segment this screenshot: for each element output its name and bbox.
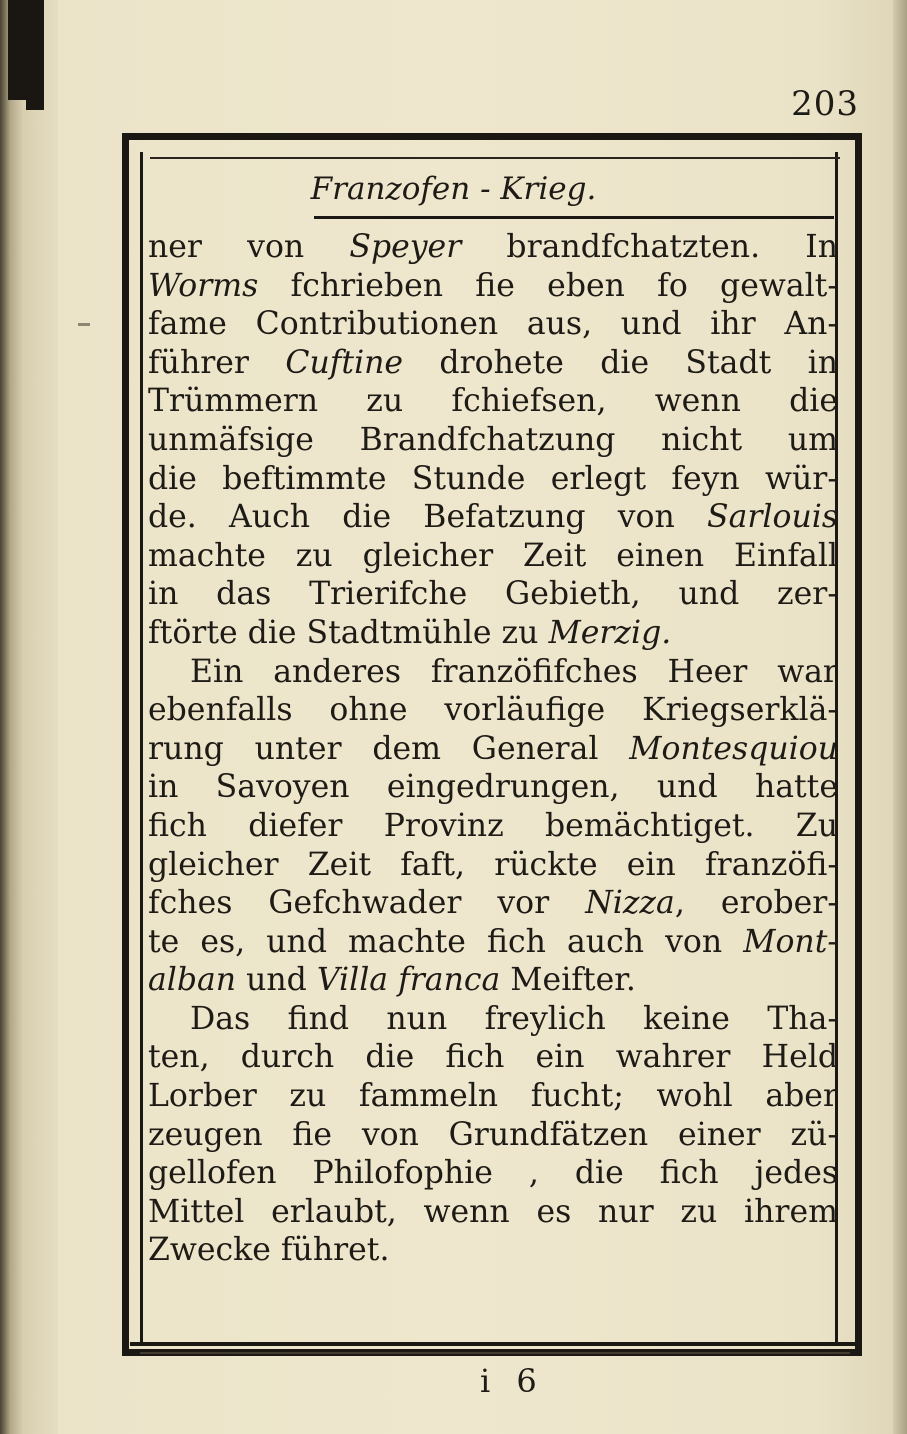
book-spine xyxy=(0,0,58,1434)
text-line xyxy=(148,846,838,885)
text-line xyxy=(148,1077,838,1116)
italic-name: Worms xyxy=(148,267,259,304)
italic-name: Speyer xyxy=(349,229,462,265)
text-segment: rung unter dem General xyxy=(148,730,630,767)
text-segment: führer xyxy=(148,344,286,381)
text-line xyxy=(148,1116,838,1155)
binding-mark-notch xyxy=(26,96,44,110)
header-rule xyxy=(314,216,834,219)
italic-name: Nizza xyxy=(585,885,675,922)
running-head: Franzofen - Krieg. xyxy=(310,171,597,207)
footer-rule-thin xyxy=(140,1352,850,1354)
italic-name: Sarlouis xyxy=(707,499,838,536)
text-line xyxy=(148,1231,838,1270)
text-line xyxy=(148,884,838,923)
text-segment: Mittel erlaubt, wenn es nur zu ihrem xyxy=(148,1193,838,1230)
text-segment: und xyxy=(236,962,317,999)
text-segment: te es, und machte fich auch von xyxy=(148,923,744,960)
text-segment: die beftimmte Stunde erlegt feyn wür- xyxy=(148,460,838,497)
header-top-rule xyxy=(150,157,840,159)
signature-mark: i 6 xyxy=(480,1362,545,1400)
margin-mark xyxy=(78,323,90,326)
text-segment: gellofen Philofophie , die fich jedes xyxy=(148,1155,838,1192)
text-segment: fchrieben fie eben fo gewalt- xyxy=(258,267,838,304)
text-segment: fame Contributionen aus, und ihr An- xyxy=(148,306,838,343)
text-segment: fches Gefchwader vor xyxy=(148,885,586,922)
text-line xyxy=(148,923,838,962)
text-line xyxy=(148,498,838,537)
text-line xyxy=(148,1038,838,1077)
italic-name: Cuftine xyxy=(285,344,404,381)
text-line xyxy=(148,228,838,267)
text-segment: zeugen fie von Grundfätzen einer zü- xyxy=(148,1116,838,1153)
text-line xyxy=(148,768,838,807)
text-line xyxy=(148,1000,838,1039)
body-text xyxy=(148,228,838,1270)
italic-name: Merzig. xyxy=(548,614,672,651)
text-segment: gleicher Zeit faft, rückte ein franzöfi- xyxy=(148,846,838,883)
text-segment: drohete die Stadt in xyxy=(403,344,838,381)
text-line xyxy=(148,305,838,344)
text-segment: Zwecke führet. xyxy=(148,1232,390,1269)
text-segment: de. Auch die Befatzung von xyxy=(148,499,708,536)
text-segment: ten, durch die fich ein wahrer Held xyxy=(148,1039,838,1076)
text-line xyxy=(148,961,838,1000)
page-number: 203 xyxy=(791,84,859,124)
text-segment: in das Trierifche Gebieth, und zer- xyxy=(148,576,838,613)
text-segment: Lorber zu fammeln fucht; wohl aber xyxy=(148,1078,838,1115)
text-segment: , erober- xyxy=(674,885,838,922)
text-line xyxy=(148,1193,838,1232)
text-line xyxy=(148,807,838,846)
text-segment: ner von xyxy=(148,229,350,265)
text-segment: unmäfsige Brandfchatzung nicht um xyxy=(148,421,838,458)
text-line xyxy=(148,267,838,306)
page-edge xyxy=(893,0,907,1434)
italic-name: alban xyxy=(148,962,237,999)
text-segment: Trümmern zu fchiefsen, wenn die xyxy=(148,383,838,420)
text-line xyxy=(148,344,838,383)
text-segment: fich diefer Provinz bemächtiget. Zu xyxy=(148,807,838,844)
text-line xyxy=(148,382,838,421)
italic-name: Montesquiou xyxy=(629,730,838,767)
text-segment: ebenfalls ohne vorläufige Kriegserklä- xyxy=(148,692,838,729)
text-segment: in Savoyen eingedrungen, und hatte xyxy=(148,769,838,806)
text-segment: brandfchatzten. In xyxy=(461,229,838,265)
binding-mark xyxy=(8,0,44,100)
text-line xyxy=(148,537,838,576)
text-segment: ftörte die Stadtmühle zu xyxy=(148,614,549,651)
text-segment: Das find nun freylich keine Tha- xyxy=(190,1000,838,1037)
text-line xyxy=(148,1154,838,1193)
text-segment: machte zu gleicher Zeit einen Einfall xyxy=(148,537,838,574)
italic-name: Villa franca xyxy=(316,962,501,999)
footer-rule xyxy=(130,1342,860,1346)
text-line xyxy=(148,730,838,769)
text-segment: Meifter. xyxy=(500,962,636,999)
text-line xyxy=(148,653,838,692)
text-line xyxy=(148,614,838,653)
text-line xyxy=(148,460,838,499)
text-line xyxy=(148,421,838,460)
text-line xyxy=(148,691,838,730)
text-line xyxy=(148,575,838,614)
italic-name: Mont- xyxy=(743,923,838,960)
text-segment: Ein anderes franzöfifches Heer war xyxy=(190,653,838,690)
